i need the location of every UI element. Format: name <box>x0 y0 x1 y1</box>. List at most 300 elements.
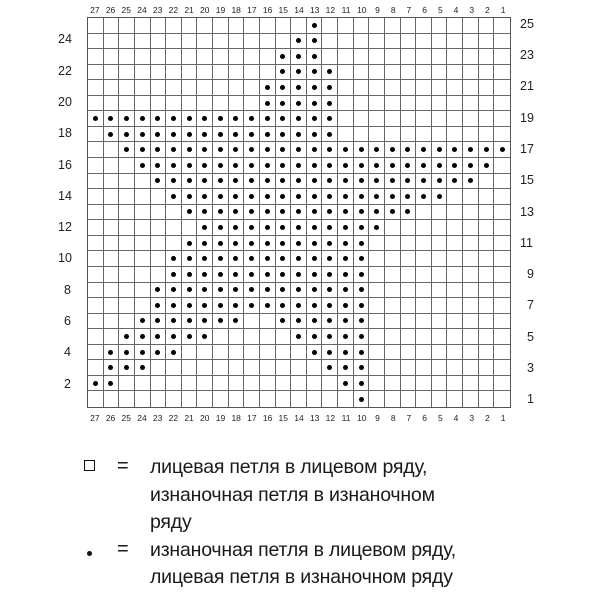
column-number: 22 <box>168 5 179 15</box>
knit-stitch-cell <box>432 267 448 283</box>
knit-stitch-cell <box>401 267 417 283</box>
column-number: 11 <box>341 5 351 15</box>
purl-stitch-cell <box>260 236 276 252</box>
purl-stitch-cell <box>260 283 276 299</box>
knit-stitch-cell <box>463 34 479 50</box>
knit-stitch-cell <box>104 174 120 190</box>
row-number-left: 2 <box>64 376 71 391</box>
knit-stitch-cell <box>416 18 432 34</box>
knit-stitch-cell <box>385 267 401 283</box>
purl-stitch-cell <box>479 158 495 174</box>
purl-stitch-cell <box>291 127 307 143</box>
knit-stitch-cell <box>119 96 135 112</box>
purl-stitch-cell <box>322 220 338 236</box>
column-number: 11 <box>341 413 351 423</box>
knit-stitch-cell <box>244 329 260 345</box>
knit-stitch-cell <box>463 189 479 205</box>
purl-stitch-cell <box>197 329 213 345</box>
knit-stitch-cell <box>166 80 182 96</box>
knit-stitch-cell <box>104 205 120 221</box>
knit-stitch-cell <box>88 65 104 81</box>
purl-stitch-cell <box>244 111 260 127</box>
knit-stitch-cell <box>104 391 120 407</box>
column-number: 19 <box>215 413 226 423</box>
knit-stitch-cell <box>494 283 510 299</box>
knit-stitch-cell <box>151 267 167 283</box>
purl-stitch-cell <box>260 251 276 267</box>
knit-stitch-cell <box>494 298 510 314</box>
knit-stitch-cell <box>369 391 385 407</box>
knit-stitch-cell <box>88 298 104 314</box>
purl-stitch-cell <box>213 314 229 330</box>
knit-stitch-cell <box>244 65 260 81</box>
purl-stitch-cell <box>260 298 276 314</box>
knit-stitch-cell <box>244 80 260 96</box>
knit-stitch-cell <box>369 376 385 392</box>
knit-stitch-cell <box>479 251 495 267</box>
knit-stitch-cell <box>197 18 213 34</box>
knit-stitch-cell <box>432 314 448 330</box>
knit-stitch-cell <box>88 236 104 252</box>
row-number-right: 1 <box>527 392 534 407</box>
knit-stitch-cell <box>447 111 463 127</box>
knit-stitch-cell <box>432 360 448 376</box>
knit-stitch-cell <box>494 376 510 392</box>
purl-stitch-cell <box>244 236 260 252</box>
knit-stitch-cell <box>119 391 135 407</box>
row-number-right: 7 <box>527 298 534 313</box>
purl-stitch-cell <box>166 298 182 314</box>
column-number: 7 <box>406 5 412 15</box>
knit-stitch-cell <box>197 65 213 81</box>
knit-stitch-cell <box>182 96 198 112</box>
purl-stitch-cell <box>322 111 338 127</box>
knit-stitch-cell <box>494 236 510 252</box>
purl-stitch-cell <box>276 158 292 174</box>
knit-stitch-cell <box>432 80 448 96</box>
knit-stitch-cell <box>416 220 432 236</box>
knit-stitch-cell <box>104 220 120 236</box>
purl-stitch-cell <box>307 127 323 143</box>
knit-stitch-cell <box>494 345 510 361</box>
purl-stitch-cell <box>416 174 432 190</box>
row-number-left: 18 <box>58 126 72 141</box>
knit-stitch-cell <box>479 329 495 345</box>
knit-stitch-cell <box>322 391 338 407</box>
knit-stitch-cell <box>447 267 463 283</box>
knit-stitch-cell <box>151 80 167 96</box>
knit-stitch-cell <box>369 127 385 143</box>
purl-stitch-cell <box>338 360 354 376</box>
knit-stitch-cell <box>447 360 463 376</box>
knit-stitch-cell <box>463 391 479 407</box>
purl-stitch-cell <box>260 142 276 158</box>
purl-stitch-cell <box>291 236 307 252</box>
column-number: 8 <box>390 5 396 15</box>
knit-stitch-cell <box>88 80 104 96</box>
knit-stitch-cell <box>447 220 463 236</box>
purl-stitch-cell <box>322 96 338 112</box>
knit-stitch-cell <box>151 96 167 112</box>
column-number: 2 <box>485 413 490 423</box>
purl-stitch-cell <box>276 283 292 299</box>
purl-stitch-cell <box>197 142 213 158</box>
knit-stitch-cell <box>229 49 245 65</box>
column-number: 13 <box>309 5 320 15</box>
knit-stitch-cell <box>197 345 213 361</box>
purl-stitch-cell <box>135 142 151 158</box>
purl-stitch-cell <box>322 314 338 330</box>
purl-stitch-cell <box>307 65 323 81</box>
knit-stitch-cell <box>432 34 448 50</box>
knit-stitch-cell <box>463 205 479 221</box>
knit-stitch-cell <box>104 49 120 65</box>
purl-stitch-cell <box>151 111 167 127</box>
column-number: 27 <box>90 413 100 423</box>
knit-stitch-cell <box>479 49 495 65</box>
column-number: 17 <box>247 413 257 423</box>
knit-stitch-cell <box>104 314 120 330</box>
knit-stitch-cell <box>369 65 385 81</box>
purl-stitch-cell <box>166 158 182 174</box>
row-number-right: 23 <box>520 48 534 63</box>
purl-stitch-cell <box>338 267 354 283</box>
knit-stitch-cell <box>213 391 229 407</box>
knit-stitch-cell <box>479 96 495 112</box>
knit-stitch-cell <box>479 111 495 127</box>
knit-stitch-cell <box>432 96 448 112</box>
purl-stitch-cell <box>354 236 370 252</box>
row-number-left: 10 <box>58 251 72 266</box>
knit-stitch-cell <box>463 49 479 65</box>
knit-stitch-cell <box>104 298 120 314</box>
knit-stitch-cell <box>213 49 229 65</box>
column-number: 3 <box>469 5 475 15</box>
knit-stitch-cell <box>135 283 151 299</box>
knit-stitch-cell <box>151 189 167 205</box>
knit-stitch-cell <box>119 283 135 299</box>
purl-stitch-cell <box>354 189 370 205</box>
knit-stitch-cell <box>338 127 354 143</box>
purl-stitch-cell <box>151 345 167 361</box>
knit-stitch-cell <box>213 65 229 81</box>
purl-stitch-cell <box>354 298 370 314</box>
purl-stitch-cell <box>213 111 229 127</box>
knit-stitch-cell <box>494 267 510 283</box>
knit-stitch-cell <box>447 345 463 361</box>
knit-stitch-cell <box>151 49 167 65</box>
knit-stitch-cell <box>494 49 510 65</box>
knit-stitch-cell <box>463 283 479 299</box>
knit-stitch-cell <box>401 49 417 65</box>
purl-stitch-cell <box>322 189 338 205</box>
purl-stitch-cell <box>182 111 198 127</box>
purl-stitch-cell <box>260 80 276 96</box>
purl-stitch-cell <box>104 376 120 392</box>
knit-stitch-cell <box>338 391 354 407</box>
knit-stitch-cell <box>244 96 260 112</box>
knit-stitch-cell <box>276 329 292 345</box>
purl-stitch-cell <box>88 111 104 127</box>
knit-stitch-cell <box>479 174 495 190</box>
knit-stitch-cell <box>291 376 307 392</box>
purl-stitch-cell <box>276 298 292 314</box>
purl-stitch-cell <box>463 142 479 158</box>
knit-stitch-cell <box>166 34 182 50</box>
knit-stitch-cell <box>432 236 448 252</box>
purl-stitch-cell <box>276 189 292 205</box>
column-number: 10 <box>357 5 367 15</box>
knit-stitch-cell <box>432 220 448 236</box>
row-number-right: 17 <box>520 141 534 156</box>
knit-stitch-cell <box>88 18 104 34</box>
purl-stitch-cell <box>276 49 292 65</box>
purl-stitch-cell <box>197 158 213 174</box>
purl-stitch-cell <box>260 158 276 174</box>
knit-stitch-cell <box>494 127 510 143</box>
knit-stitch-cell <box>166 18 182 34</box>
knit-stitch-cell <box>401 127 417 143</box>
purl-stitch-cell <box>307 298 323 314</box>
purl-stitch-cell <box>369 189 385 205</box>
knit-stitch-cell <box>104 65 120 81</box>
knit-stitch-cell <box>151 65 167 81</box>
column-number: 16 <box>262 5 273 15</box>
purl-stitch-cell <box>416 142 432 158</box>
knit-stitch-cell <box>88 189 104 205</box>
knit-stitch-cell <box>401 18 417 34</box>
purl-stitch-cell <box>182 283 198 299</box>
purl-stitch-cell <box>229 205 245 221</box>
knit-stitch-cell <box>88 96 104 112</box>
purl-stitch-cell <box>307 49 323 65</box>
knit-stitch-cell <box>260 18 276 34</box>
purl-stitch-cell <box>151 283 167 299</box>
purl-stitch-cell <box>354 314 370 330</box>
knit-stitch-cell <box>447 391 463 407</box>
purl-stitch-cell <box>260 189 276 205</box>
purl-stitch-cell <box>291 111 307 127</box>
knit-stitch-cell <box>416 127 432 143</box>
purl-stitch-cell <box>432 158 448 174</box>
knit-stitch-cell <box>479 18 495 34</box>
knit-stitch-cell <box>244 314 260 330</box>
knit-stitch-cell <box>182 360 198 376</box>
purl-stitch-cell <box>432 142 448 158</box>
knit-stitch-cell <box>401 376 417 392</box>
knit-stitch-cell <box>354 127 370 143</box>
knit-stitch-cell <box>151 360 167 376</box>
knit-stitch-cell <box>447 49 463 65</box>
purl-stitch-cell <box>166 314 182 330</box>
purl-stitch-cell <box>322 298 338 314</box>
knit-stitch-cell <box>479 345 495 361</box>
column-number: 26 <box>105 5 116 15</box>
knit-stitch-cell <box>401 391 417 407</box>
knit-stitch-cell <box>135 220 151 236</box>
knit-stitch-cell <box>432 283 448 299</box>
knit-stitch-cell <box>244 376 260 392</box>
purl-stitch-cell <box>151 158 167 174</box>
knit-stitch-cell <box>260 345 276 361</box>
knit-stitch-cell <box>119 158 135 174</box>
purl-stitch-cell <box>322 236 338 252</box>
column-number: 15 <box>278 5 289 15</box>
knit-stitch-cell <box>229 360 245 376</box>
purl-stitch-cell <box>135 329 151 345</box>
purl-stitch-cell <box>322 127 338 143</box>
knit-stitch-cell <box>151 34 167 50</box>
purl-stitch-cell <box>354 142 370 158</box>
knit-stitch-cell <box>385 314 401 330</box>
purl-stitch-cell <box>213 174 229 190</box>
knit-stitch-cell <box>479 314 495 330</box>
knit-stitch-cell <box>369 329 385 345</box>
knit-stitch-cell <box>401 111 417 127</box>
knit-stitch-cell <box>104 96 120 112</box>
knit-stitch-cell <box>166 360 182 376</box>
knit-stitch-cell <box>463 376 479 392</box>
purl-stitch-cell <box>322 251 338 267</box>
knit-stitch-cell <box>135 267 151 283</box>
knit-stitch-cell <box>151 220 167 236</box>
purl-stitch-cell <box>338 345 354 361</box>
knit-stitch-cell <box>151 18 167 34</box>
column-number: 23 <box>152 413 163 423</box>
column-number: 6 <box>422 413 427 423</box>
knit-stitch-cell <box>447 127 463 143</box>
knit-stitch-cell <box>369 96 385 112</box>
knit-stitch-cell <box>88 283 104 299</box>
purl-stitch-cell <box>229 236 245 252</box>
purl-stitch-cell <box>166 142 182 158</box>
knit-stitch-cell <box>494 65 510 81</box>
legend-equals-1: = <box>117 455 129 477</box>
row-number-right: 5 <box>527 329 534 344</box>
knit-stitch-cell <box>276 18 292 34</box>
purl-stitch-cell <box>213 298 229 314</box>
knit-stitch-cell <box>447 251 463 267</box>
knit-stitch-cell <box>401 96 417 112</box>
knit-stitch-cell <box>385 111 401 127</box>
knit-stitch-cell <box>494 220 510 236</box>
purl-stitch-cell <box>244 189 260 205</box>
knit-stitch-cell <box>416 111 432 127</box>
knit-stitch-cell <box>416 298 432 314</box>
purl-stitch-cell <box>401 174 417 190</box>
knit-stitch-cell <box>104 251 120 267</box>
knit-stitch-cell <box>119 18 135 34</box>
knit-stitch-cell <box>416 267 432 283</box>
knit-stitch-cell <box>479 80 495 96</box>
knit-stitch-cell <box>494 360 510 376</box>
purl-stitch-cell <box>369 205 385 221</box>
knit-stitch-cell <box>213 80 229 96</box>
column-number: 9 <box>375 5 380 15</box>
knit-stitch-cell <box>463 65 479 81</box>
knit-stitch-cell <box>135 376 151 392</box>
knit-stitch-cell <box>479 34 495 50</box>
knit-stitch-cell <box>354 96 370 112</box>
purl-stitch-cell <box>401 189 417 205</box>
knit-stitch-cell <box>182 80 198 96</box>
purl-stitch-cell <box>166 174 182 190</box>
knit-stitch-cell <box>182 34 198 50</box>
knit-stitch-cell <box>416 49 432 65</box>
purl-stitch-cell <box>276 314 292 330</box>
purl-stitch-cell <box>229 298 245 314</box>
knit-stitch-cell <box>135 205 151 221</box>
knit-stitch-cell <box>479 360 495 376</box>
knit-stitch-cell <box>479 65 495 81</box>
column-number: 20 <box>200 413 210 423</box>
purl-stitch-cell <box>291 329 307 345</box>
knit-stitch-cell <box>104 158 120 174</box>
knit-stitch-cell <box>385 18 401 34</box>
knit-stitch-cell <box>104 34 120 50</box>
knit-stitch-cell <box>401 65 417 81</box>
knit-stitch-cell <box>447 298 463 314</box>
knit-stitch-cell <box>447 65 463 81</box>
knit-stitch-cell <box>338 65 354 81</box>
purl-stitch-cell <box>197 251 213 267</box>
purl-stitch-cell <box>354 251 370 267</box>
knit-stitch-cell <box>494 174 510 190</box>
knit-stitch-cell <box>260 314 276 330</box>
purl-stitch-cell <box>135 158 151 174</box>
purl-stitch-cell <box>416 189 432 205</box>
purl-stitch-cell <box>291 80 307 96</box>
knit-stitch-cell <box>291 18 307 34</box>
purl-stitch-cell <box>213 283 229 299</box>
purl-stitch-cell <box>151 127 167 143</box>
purl-stitch-cell <box>385 158 401 174</box>
purl-stitch-cell <box>213 142 229 158</box>
knit-stitch-cell <box>447 34 463 50</box>
knit-stitch-cell <box>447 80 463 96</box>
knit-stitch-cell <box>354 65 370 81</box>
knit-stitch-cell <box>276 391 292 407</box>
knit-stitch-cell <box>401 298 417 314</box>
purl-stitch-cell <box>260 96 276 112</box>
knit-stitch-cell <box>88 391 104 407</box>
knit-stitch-cell <box>401 34 417 50</box>
column-number: 18 <box>231 413 241 423</box>
knit-stitch-cell <box>229 391 245 407</box>
row-number-left: 12 <box>58 220 72 235</box>
knit-stitch-cell <box>401 80 417 96</box>
purl-stitch-cell <box>322 283 338 299</box>
purl-stitch-cell <box>338 376 354 392</box>
purl-stitch-cell <box>119 360 135 376</box>
knit-stitch-cell <box>432 65 448 81</box>
purl-stitch-cell <box>354 345 370 361</box>
knit-stitch-cell <box>88 158 104 174</box>
knit-stitch-cell <box>463 360 479 376</box>
knit-stitch-cell <box>354 18 370 34</box>
knit-stitch-cell <box>494 329 510 345</box>
purl-stitch-cell <box>182 158 198 174</box>
knit-stitch-cell <box>385 96 401 112</box>
purl-stitch-cell <box>182 329 198 345</box>
purl-stitch-cell <box>229 251 245 267</box>
purl-stitch-cell <box>135 314 151 330</box>
knit-stitch-cell <box>369 314 385 330</box>
knit-stitch-cell <box>494 34 510 50</box>
knit-stitch-cell <box>479 283 495 299</box>
purl-stitch-cell <box>479 142 495 158</box>
knit-stitch-cell <box>447 283 463 299</box>
